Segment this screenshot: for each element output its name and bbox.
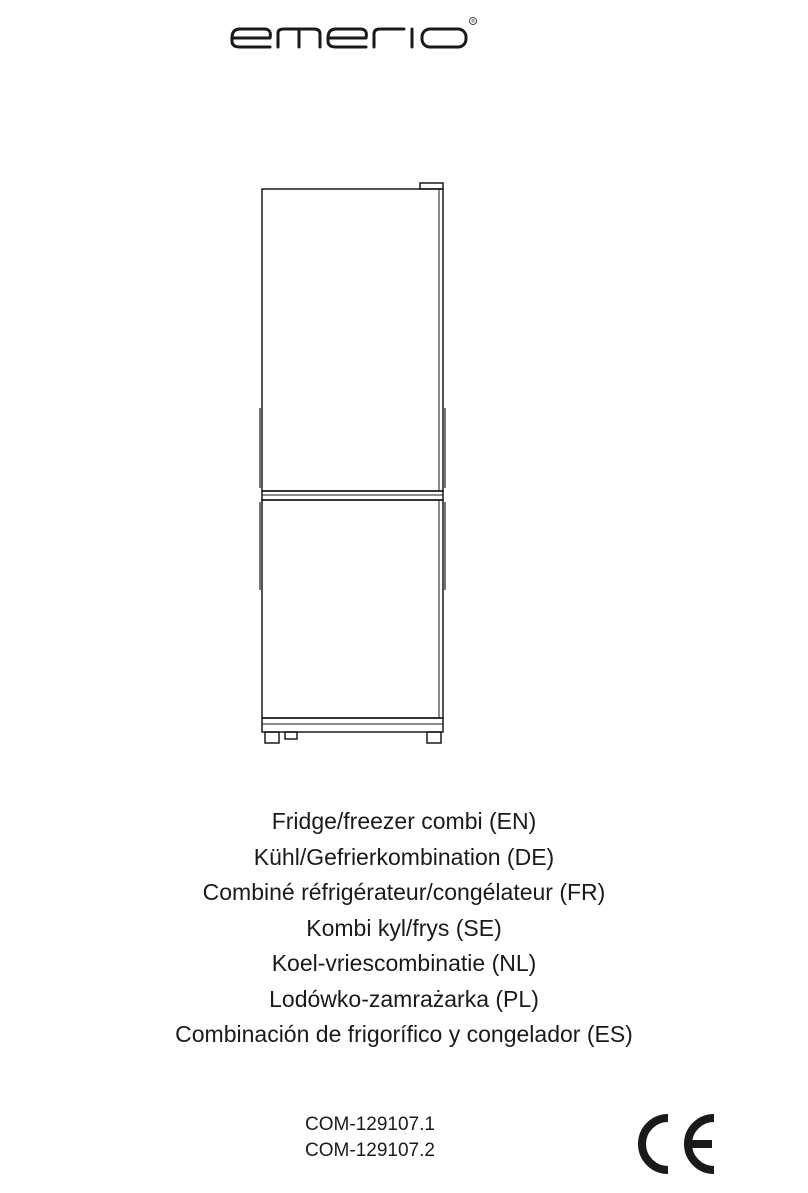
product-title-en: Fridge/freezer combi (EN) — [271, 808, 537, 834]
product-title-de: Kühl/Gefrierkombination (DE) — [253, 843, 555, 870]
model-number: COM-129107.1 — [305, 1114, 435, 1135]
product-title-es: Combinación de frigorífico y congelador (ES) — [175, 1021, 633, 1047]
product-title-nl: Koel-vriescombinatie (NL) — [271, 950, 537, 976]
product-title-pl: Lodówko-zamrażarka (PL) — [269, 985, 539, 1012]
product-title-se: Kombi kyl/frys (SE) — [306, 914, 502, 941]
product-title-list — [0, 804, 808, 1053]
model-number: COM-129107.2 — [305, 1140, 435, 1161]
emerio-logo-icon — [228, 14, 480, 54]
ce-mark-icon — [632, 1110, 722, 1178]
product-title-fr: Combiné réfrigérateur/congélateur (FR) — [202, 879, 606, 905]
fridge-illustration — [255, 180, 455, 750]
model-number-block — [270, 1112, 470, 1164]
fridge-freezer-icon — [255, 180, 455, 750]
svg-text:®: ® — [471, 18, 475, 25]
brand-logo — [228, 14, 480, 54]
ce-mark — [632, 1110, 722, 1178]
